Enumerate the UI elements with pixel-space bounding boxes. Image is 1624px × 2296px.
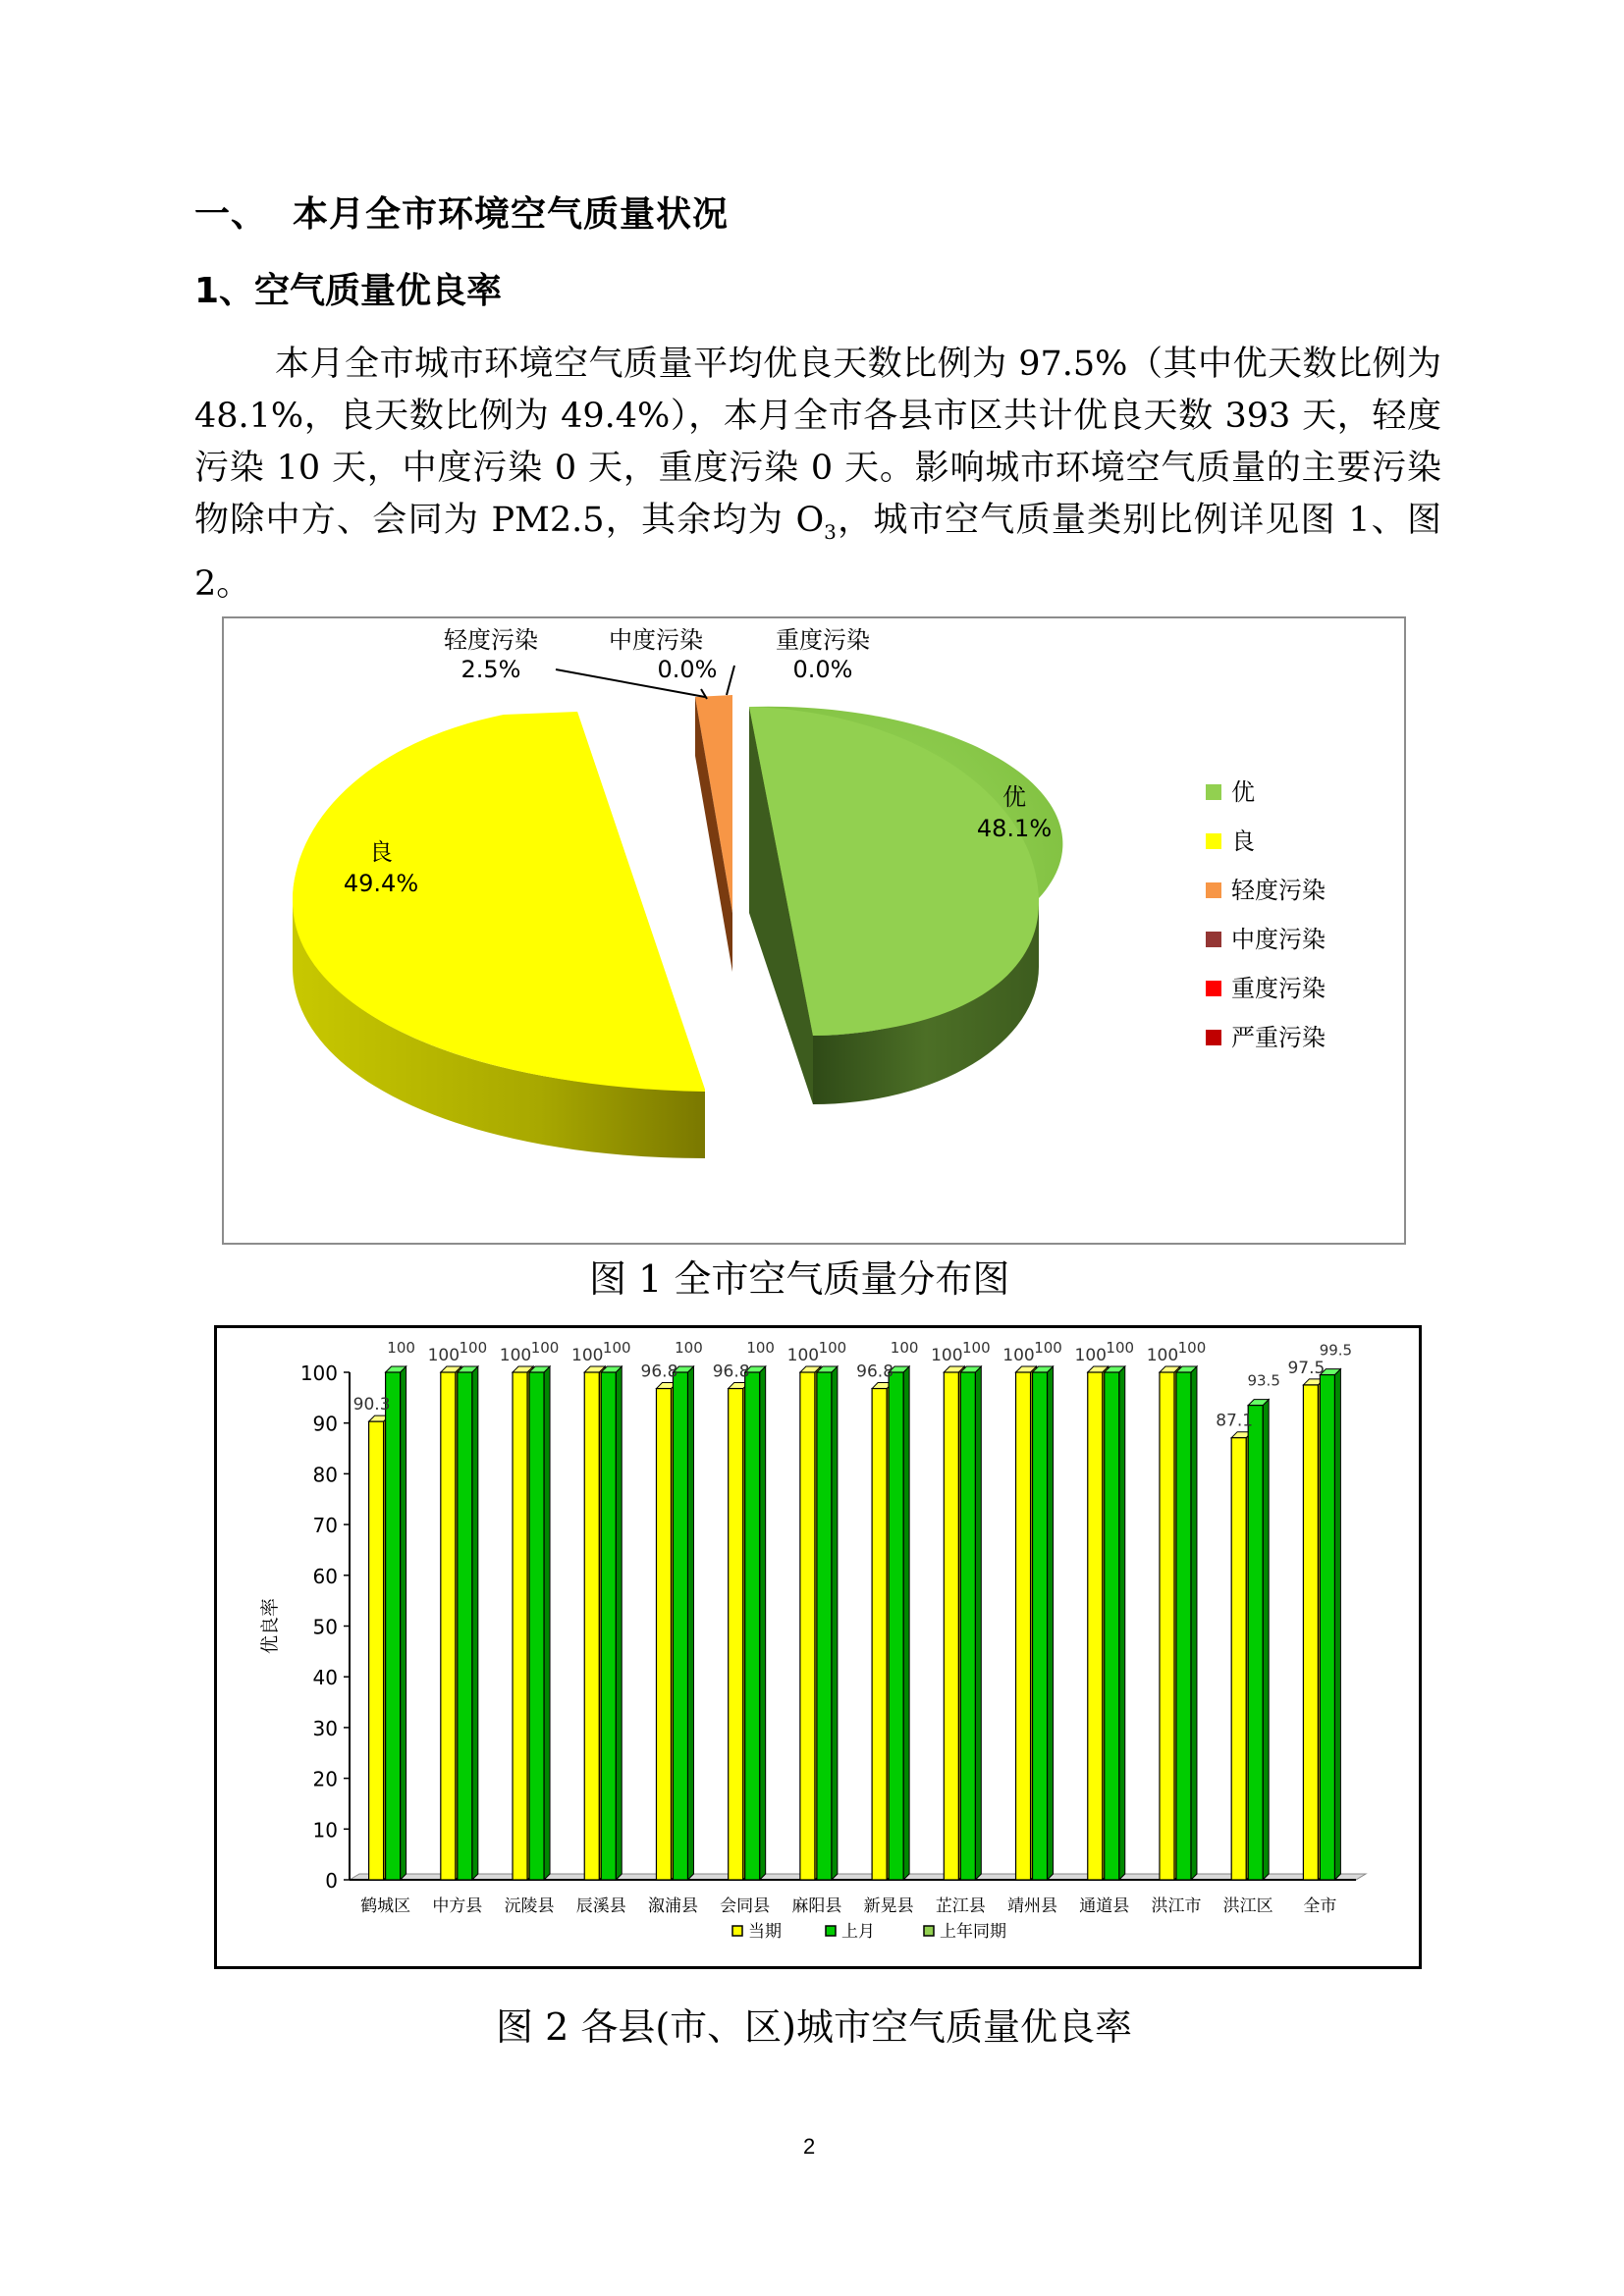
bar-label-lastmonth: 100 bbox=[459, 1339, 488, 1357]
bar-lastmonth-8 bbox=[960, 1366, 981, 1880]
figure2-caption: 图 2 各县(市、区)城市空气质量优良率 bbox=[496, 2005, 1132, 2049]
bar-label-current: 100 bbox=[499, 1346, 532, 1365]
section-number: 一、 bbox=[194, 194, 268, 235]
label-moderate-name: 中度污染 bbox=[609, 626, 703, 654]
bar-lastmonth-11 bbox=[1176, 1366, 1197, 1880]
bar-label-lastmonth: 100 bbox=[602, 1339, 631, 1357]
bar-label-lastmonth: 100 bbox=[1177, 1339, 1207, 1357]
x-tick-label: 溆浦县 bbox=[647, 1896, 698, 1916]
bar-lastmonth-3 bbox=[601, 1366, 622, 1880]
bar-lastmonth-2 bbox=[529, 1366, 550, 1880]
bar-label-lastmonth: 100 bbox=[1034, 1339, 1062, 1357]
bar-legend-swatch-0 bbox=[732, 1926, 742, 1936]
leader-line-heavy bbox=[727, 666, 734, 695]
section-heading bbox=[194, 187, 729, 237]
bar-lastmonth-7 bbox=[889, 1366, 909, 1880]
ozone-subscript: 3 bbox=[824, 520, 837, 544]
pie-legend bbox=[1206, 778, 1326, 1051]
y-tick-label: 40 bbox=[312, 1666, 338, 1690]
x-tick-label: 会同县 bbox=[720, 1896, 771, 1916]
y-tick-label: 30 bbox=[312, 1716, 338, 1740]
bar-legend-label-1: 上月 bbox=[841, 1922, 875, 1942]
bar-label-current: 100 bbox=[1146, 1346, 1179, 1365]
page-number: 2 bbox=[803, 2134, 816, 2159]
x-tick-label: 芷江县 bbox=[935, 1896, 986, 1916]
bar-chart bbox=[217, 1328, 1419, 1966]
bar-label-lastmonth: 99.5 bbox=[1319, 1341, 1353, 1360]
bar-label-current: 100 bbox=[1002, 1346, 1035, 1365]
x-tick-label: 洪江市 bbox=[1151, 1896, 1202, 1916]
bar-label-lastmonth: 100 bbox=[890, 1339, 919, 1357]
bar-label-lastmonth: 100 bbox=[1106, 1339, 1135, 1357]
bar-label-current: 96.8 bbox=[640, 1362, 678, 1382]
x-tick-label: 洪江区 bbox=[1222, 1896, 1273, 1916]
bar-label-current: 100 bbox=[931, 1346, 963, 1365]
label-light-pct: 2.5% bbox=[460, 656, 521, 683]
y-tick-label: 60 bbox=[312, 1564, 338, 1588]
pie-chart-frame bbox=[222, 616, 1406, 1245]
bar-label-current: 100 bbox=[1074, 1346, 1107, 1365]
x-tick-label: 麻阳县 bbox=[791, 1896, 842, 1916]
label-heavy-name: 重度污染 bbox=[776, 626, 870, 654]
pie-slice-light bbox=[695, 695, 732, 913]
bar-legend-swatch-1 bbox=[826, 1926, 836, 1936]
label-excellent-name: 优 bbox=[1002, 783, 1026, 811]
bar-lastmonth-1 bbox=[458, 1366, 478, 1880]
x-tick-label: 靖州县 bbox=[1007, 1896, 1058, 1916]
bar-label-lastmonth: 93.5 bbox=[1247, 1371, 1280, 1390]
bar-label-lastmonth: 100 bbox=[962, 1339, 991, 1357]
paragraph-text-part1: 本月全市城市环境空气质量平均优良天数比例为 97.5%（其中优天数比例为 48.1%，良天数比例为 49.4%），本月全市各县市区共计优良天数 393 天，轻度污染 10 天，中度污染 0 天，重度污染 0 天。影响城市环境空气质量的主要污染物除中方、会同为 PM2.5，其余均为 O bbox=[194, 345, 1441, 540]
legend-swatch-3 bbox=[1206, 932, 1221, 947]
bar-label-current: 87.1 bbox=[1216, 1411, 1254, 1431]
bar-label-lastmonth: 100 bbox=[530, 1339, 560, 1357]
bar-label-current: 100 bbox=[786, 1346, 820, 1365]
legend-swatch-1 bbox=[1206, 833, 1221, 849]
legend-label-1: 良 bbox=[1231, 828, 1255, 855]
x-tick-label: 沅陵县 bbox=[504, 1896, 555, 1916]
bar-label-current: 96.8 bbox=[712, 1362, 750, 1382]
y-tick-label: 100 bbox=[299, 1362, 338, 1385]
bar-label-lastmonth: 100 bbox=[675, 1339, 703, 1357]
x-tick-label: 通道县 bbox=[1079, 1896, 1130, 1916]
label-moderate-pct: 0.0% bbox=[657, 656, 718, 683]
summary-paragraph bbox=[194, 339, 1441, 611]
bar-label-lastmonth: 100 bbox=[746, 1339, 775, 1357]
bar-legend bbox=[732, 1921, 1006, 1942]
bar-legend-swatch-2 bbox=[924, 1926, 934, 1936]
legend-swatch-0 bbox=[1206, 784, 1221, 800]
legend-swatch-4 bbox=[1206, 981, 1221, 996]
paragraph-text-part2: ，城市空气质量类别比例详见图 1、图 2。 bbox=[194, 501, 1441, 604]
legend-label-4: 重度污染 bbox=[1231, 975, 1326, 1002]
label-good-pct: 49.4% bbox=[343, 870, 419, 897]
bar-legend-label-2: 上年同期 bbox=[940, 1922, 1006, 1942]
y-tick-label: 70 bbox=[312, 1514, 338, 1538]
y-axis-title: 优良率 bbox=[259, 1597, 281, 1655]
bar-label-current: 100 bbox=[571, 1346, 604, 1365]
bar-label-lastmonth: 100 bbox=[387, 1339, 415, 1357]
label-light-name: 轻度污染 bbox=[444, 626, 538, 654]
figure1-caption: 图 1 全市空气质量分布图 bbox=[589, 1257, 1010, 1301]
x-tick-label: 全市 bbox=[1303, 1896, 1337, 1916]
bar-lastmonth-4 bbox=[673, 1366, 693, 1880]
bar-lastmonth-5 bbox=[745, 1366, 766, 1880]
bar-label-current: 96.8 bbox=[856, 1362, 894, 1382]
bar-lastmonth-13 bbox=[1320, 1369, 1340, 1880]
x-tick-label: 新晃县 bbox=[863, 1896, 914, 1916]
legend-swatch-5 bbox=[1206, 1030, 1221, 1045]
y-tick-label: 20 bbox=[312, 1767, 338, 1791]
pie-chart bbox=[224, 618, 1404, 1243]
legend-label-5: 严重污染 bbox=[1231, 1024, 1326, 1051]
legend-swatch-2 bbox=[1206, 882, 1221, 898]
legend-label-3: 中度污染 bbox=[1231, 926, 1326, 953]
bar-legend-label-0: 当期 bbox=[748, 1922, 782, 1942]
bar-lastmonth-9 bbox=[1033, 1366, 1054, 1880]
label-good-name: 良 bbox=[369, 838, 393, 866]
y-tick-label: 50 bbox=[312, 1615, 338, 1639]
label-excellent-pct: 48.1% bbox=[976, 815, 1053, 842]
bar-lastmonth-12 bbox=[1248, 1400, 1269, 1880]
y-tick-label: 10 bbox=[312, 1818, 338, 1842]
x-tick-label: 辰溪县 bbox=[575, 1896, 626, 1916]
legend-label-2: 轻度污染 bbox=[1231, 877, 1326, 904]
bar-chart-frame bbox=[214, 1325, 1422, 1969]
y-tick-label: 80 bbox=[312, 1463, 338, 1487]
bar-label-current: 90.3 bbox=[352, 1395, 391, 1415]
section-title: 本月全市环境空气质量状况 bbox=[293, 194, 730, 235]
bar-lastmonth-6 bbox=[817, 1366, 838, 1880]
label-heavy-pct: 0.0% bbox=[792, 656, 853, 683]
y-tick-label: 0 bbox=[325, 1869, 338, 1893]
bar-label-current: 100 bbox=[427, 1346, 460, 1365]
bar-label-lastmonth: 100 bbox=[818, 1339, 847, 1357]
x-tick-label: 鹤城区 bbox=[360, 1896, 411, 1916]
subsection-heading: 1、空气质量优良率 bbox=[194, 271, 503, 311]
y-tick-label: 90 bbox=[312, 1412, 338, 1436]
bar-lastmonth-0 bbox=[386, 1366, 406, 1880]
bar-label-current: 97.5 bbox=[1287, 1358, 1326, 1378]
bar-lastmonth-10 bbox=[1105, 1366, 1125, 1880]
legend-label-0: 优 bbox=[1231, 778, 1255, 806]
x-tick-label: 中方县 bbox=[432, 1896, 483, 1916]
